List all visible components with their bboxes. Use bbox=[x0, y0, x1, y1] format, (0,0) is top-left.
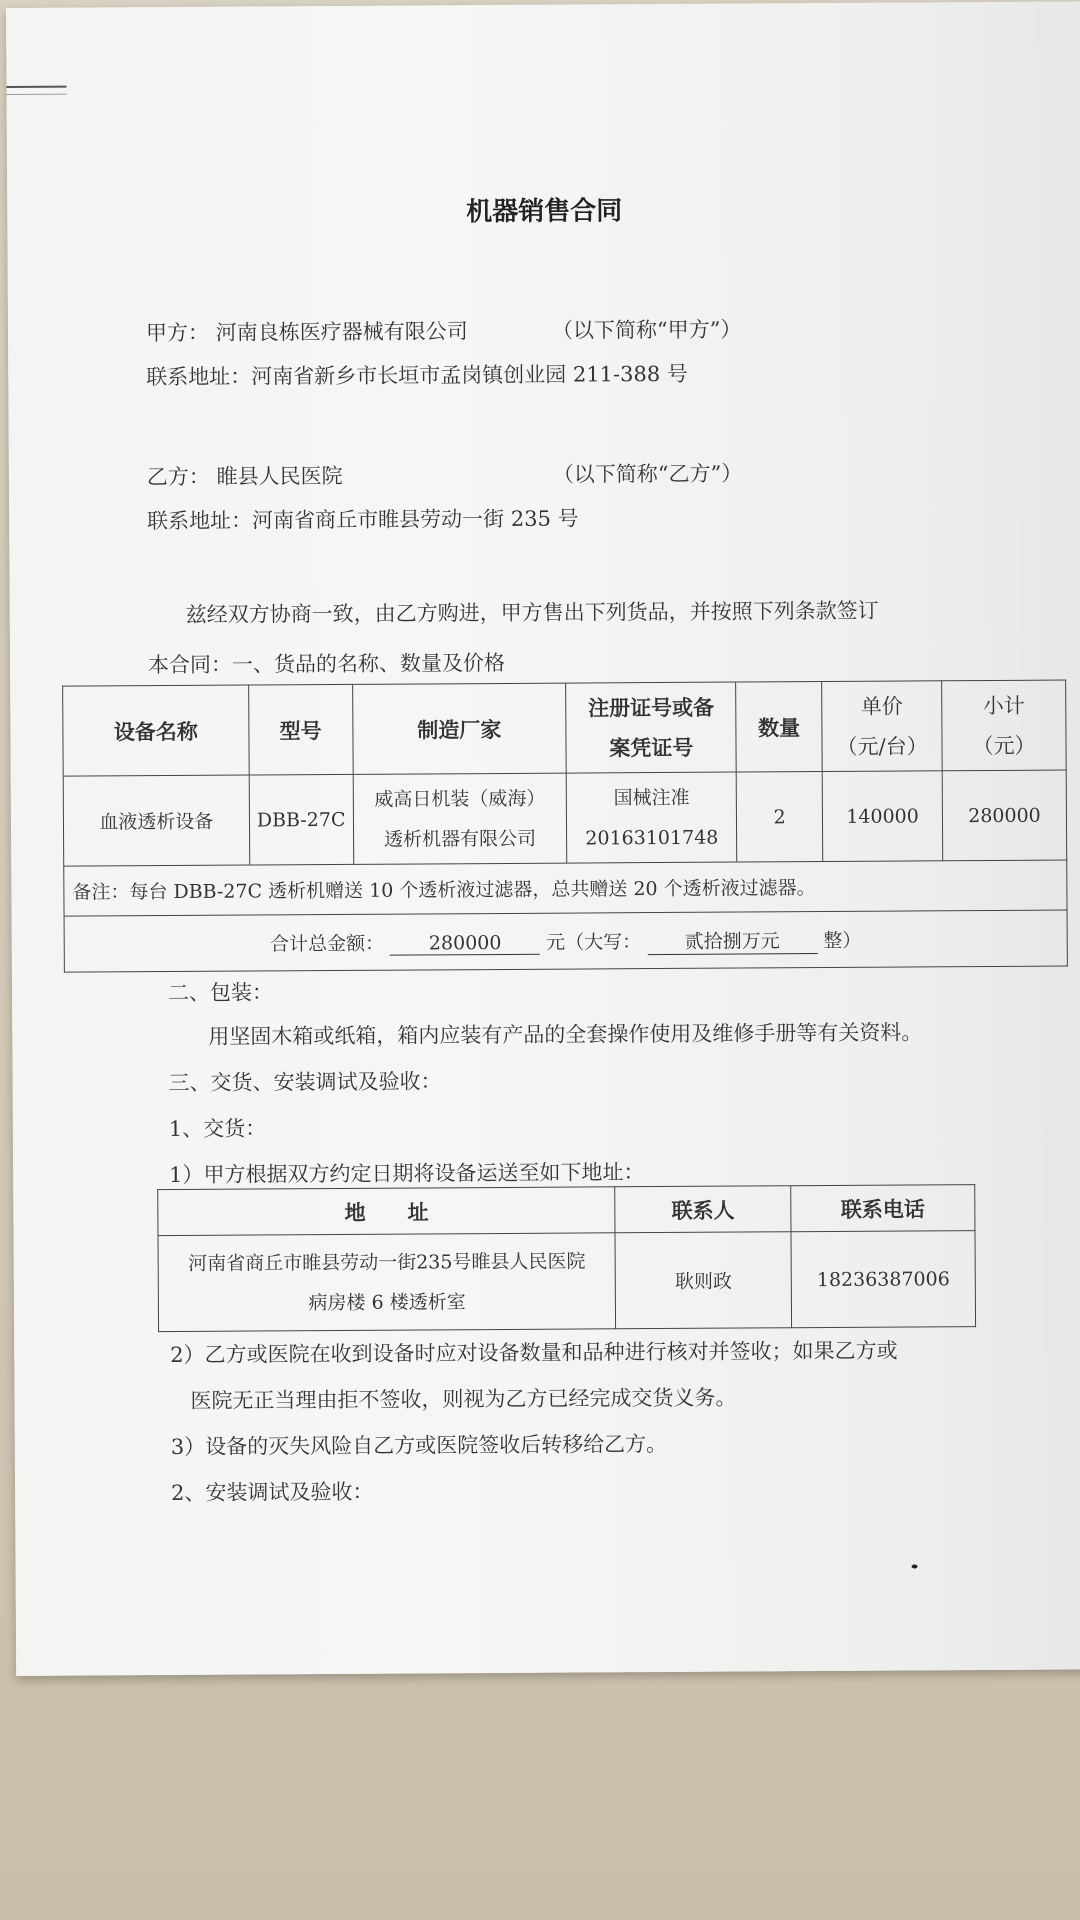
header-unit-price bbox=[822, 681, 942, 772]
party-b-alias: （以下简称“乙方”） bbox=[552, 461, 743, 487]
section3-sub1: 1、交货： bbox=[168, 1116, 267, 1142]
intro-line-2: 本合同：一、货品的名称、数量及价格 bbox=[147, 650, 506, 678]
cell-manufacturer bbox=[353, 773, 567, 864]
cell-address-1: 河南省商丘市睢县劳动一街235号睢县人民医院 bbox=[188, 1249, 586, 1275]
section3-sub2: 2、安装调试及验收： bbox=[171, 1479, 374, 1506]
header-registration-1: 注册证号或备 bbox=[587, 695, 715, 720]
document-title: 机器销售合同 bbox=[466, 196, 623, 228]
header-subtotal bbox=[942, 680, 1067, 771]
goods-total bbox=[64, 910, 1067, 972]
header-phone: 联系电话 bbox=[791, 1185, 975, 1232]
cell-registration bbox=[566, 772, 736, 863]
party-b-line bbox=[147, 460, 343, 491]
goods-remark-row bbox=[64, 860, 1067, 916]
header-unit-price-2: （元/台） bbox=[836, 733, 928, 759]
goods-table bbox=[62, 680, 1068, 973]
total-amount-words: 贰拾捌万元 bbox=[647, 926, 817, 955]
party-a-label: 甲方： bbox=[145, 320, 210, 346]
party-a-address: 联系地址：河南省新乡市长垣市孟岗镇创业园 211-388 号 bbox=[146, 361, 688, 390]
cell-address bbox=[158, 1233, 616, 1332]
cell-subtotal: 280000 bbox=[942, 770, 1067, 861]
party-a-line bbox=[146, 315, 468, 347]
cell-registration-1: 国械注准 bbox=[613, 786, 690, 809]
contract-page bbox=[6, 1, 1080, 1676]
cell-phone: 18236387006 bbox=[791, 1231, 976, 1328]
header-equipment-name: 设备名称 bbox=[63, 685, 249, 776]
goods-data-row bbox=[63, 770, 1067, 866]
party-b-address: 联系地址：河南省商丘市睢县劳动一街 235 号 bbox=[147, 506, 579, 534]
party-a-alias: （以下简称“甲方”） bbox=[551, 317, 742, 343]
paper-edge-mark bbox=[6, 86, 66, 95]
header-registration bbox=[566, 682, 736, 773]
total-amount: 280000 bbox=[390, 931, 540, 955]
header-unit-price-1: 单价 bbox=[860, 694, 903, 719]
header-registration-2: 案凭证号 bbox=[609, 735, 694, 760]
cell-manufacturer-1: 威高日机装（威海） bbox=[374, 787, 546, 811]
section2-body: 用坚固木箱或纸箱，箱内应装有产品的全套操作使用及维修手册等有关资料。 bbox=[208, 1020, 923, 1049]
cell-model: DBB-27C bbox=[249, 774, 353, 865]
header-subtotal-2: （元） bbox=[972, 733, 1036, 758]
cell-address-2: 病房楼 6 楼透析室 bbox=[308, 1290, 466, 1314]
cell-equipment-name: 血液透析设备 bbox=[63, 775, 249, 866]
header-subtotal-1: 小计 bbox=[982, 693, 1025, 718]
total-label: 合计总金额： bbox=[270, 932, 385, 955]
header-model: 型号 bbox=[248, 684, 352, 775]
party-b-label: 乙方： bbox=[146, 464, 210, 490]
cell-registration-2: 20163101748 bbox=[585, 826, 719, 849]
header-manufacturer: 制造厂家 bbox=[352, 683, 566, 774]
intro-line-1: 兹经双方协商一致，由乙方购进，甲方售出下列货品，并按照下列条款签订 bbox=[185, 598, 879, 627]
header-address: 地 址 bbox=[158, 1187, 616, 1236]
goods-header-row bbox=[63, 680, 1067, 776]
ink-dot bbox=[912, 1564, 918, 1568]
cell-contact: 耿则政 bbox=[615, 1232, 791, 1329]
section3-item2-line2: 医院无正当理由拒不签收，则视为乙方已经完成交货义务。 bbox=[190, 1385, 737, 1413]
cell-manufacturer-2: 透析机器有限公司 bbox=[383, 827, 537, 851]
header-quantity: 数量 bbox=[736, 682, 822, 773]
section3-heading: 三、交货、安装调试及验收： bbox=[168, 1069, 442, 1096]
cell-quantity: 2 bbox=[736, 772, 822, 863]
delivery-table bbox=[157, 1184, 976, 1332]
header-contact: 联系人 bbox=[615, 1186, 791, 1233]
delivery-header-row bbox=[158, 1185, 975, 1236]
total-unit: 元（大写： bbox=[546, 930, 642, 954]
delivery-data-row bbox=[158, 1231, 976, 1332]
goods-total-row bbox=[64, 910, 1067, 972]
section3-item1: 1）甲方根据双方约定日期将设备运送至如下地址： bbox=[169, 1160, 645, 1188]
total-suffix: 整） bbox=[823, 929, 862, 952]
goods-remark: 备注：每台 DBB-27C 透析机赠送 10 个透析液过滤器，总共赠送 20 个透析液过滤器。 bbox=[64, 860, 1067, 916]
party-a-name: 河南良栋医疗器械有限公司 bbox=[215, 319, 468, 345]
party-b-name: 睢县人民医院 bbox=[216, 463, 343, 489]
section3-item3: 3）设备的灭失风险自乙方或医院签收后转移给乙方。 bbox=[170, 1431, 668, 1460]
section3-item2-line1: 2）乙方或医院在收到设备时应对设备数量和品种进行核对并签收；如果乙方或 bbox=[170, 1338, 898, 1368]
cell-unit-price: 140000 bbox=[822, 771, 942, 862]
section2-heading: 二、包装： bbox=[167, 980, 274, 1006]
